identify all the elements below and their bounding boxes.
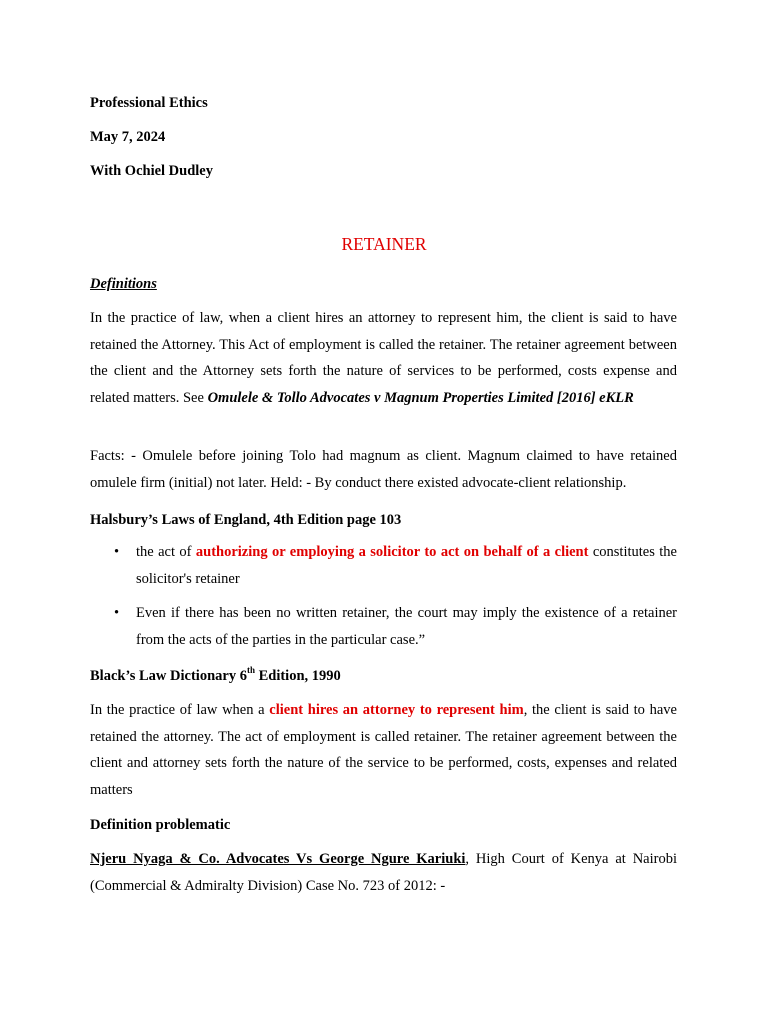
blacks-law-heading [90, 666, 677, 686]
blacks-text-before: In the practice of law when a [90, 702, 270, 718]
omulele-case-citation: Omulele & Tollo Advocates v Magnum Properties Limited [2016] eKLR [207, 389, 634, 406]
bullet-text: Even if there has been no written retainer, the court may imply the existence of a retainer from the acts of the parties in the particular case.” [136, 605, 677, 648]
njeru-case-citation: Njeru Nyaga & Co. Advocates Vs George Ngure Kariuki [90, 851, 466, 867]
bullet-dot: • [114, 605, 120, 621]
bullet-text-after: constitutes the solicitor's retainer [136, 544, 677, 587]
lecturer-name: With Ochiel Dudley [90, 163, 213, 179]
facts-paragraph: Facts: - Omulele before joining Tolo had magnum as client. Magnum claimed to have retained omulele firm (initial) not later. Held: - By conduct there existed advocate-client relationship. [90, 448, 677, 491]
njeru-case-paragraph [90, 846, 677, 899]
definition-problematic-heading: Definition problematic [90, 817, 231, 833]
halsbury-heading: Halsbury’s Laws of England, 4th Edition page 103 [90, 512, 402, 528]
bullet-dot: • [114, 544, 120, 560]
intro-text: In the practice of law, when a client hires an attorney to represent him, the client is said to have retained the Attorney. This Act of employment is called the retainer. The retainer agreement between the client and the Attorney sets forth the nature of services to be performed, costs expense and related matters. See [90, 310, 677, 406]
bullet-text [136, 539, 677, 593]
document-title: RETAINER [341, 234, 427, 254]
bullet-text-before: the act of [136, 544, 196, 560]
blacks-paragraph [90, 697, 677, 803]
lecture-date: May 7, 2024 [90, 129, 166, 145]
definitions-heading: Definitions [90, 276, 157, 292]
njeru-case-details: , High Court of Kenya at Nairobi (Commercial & Admiralty Division) Case No. 723 of 2012: - [90, 851, 677, 894]
blacks-text-after: , the client is said to have retained the attorney. The act of employment is called retainer. The retainer agreement between the client and attorney sets forth the nature of the service to be performed, costs, expenses and related matters [90, 702, 677, 798]
blacks-heading-edition: Edition, 1990 [254, 668, 341, 684]
intro-paragraph [90, 305, 677, 411]
bullet-highlight: authorizing or employing a solicitor to act on behalf of a client [195, 544, 589, 560]
blacks-highlight: client hires an attorney to represent him [269, 702, 524, 718]
blacks-heading-superscript: th [246, 665, 255, 676]
course-name: Professional Ethics [90, 95, 208, 111]
blacks-heading-text: Black’s Law Dictionary 6 [90, 668, 247, 684]
